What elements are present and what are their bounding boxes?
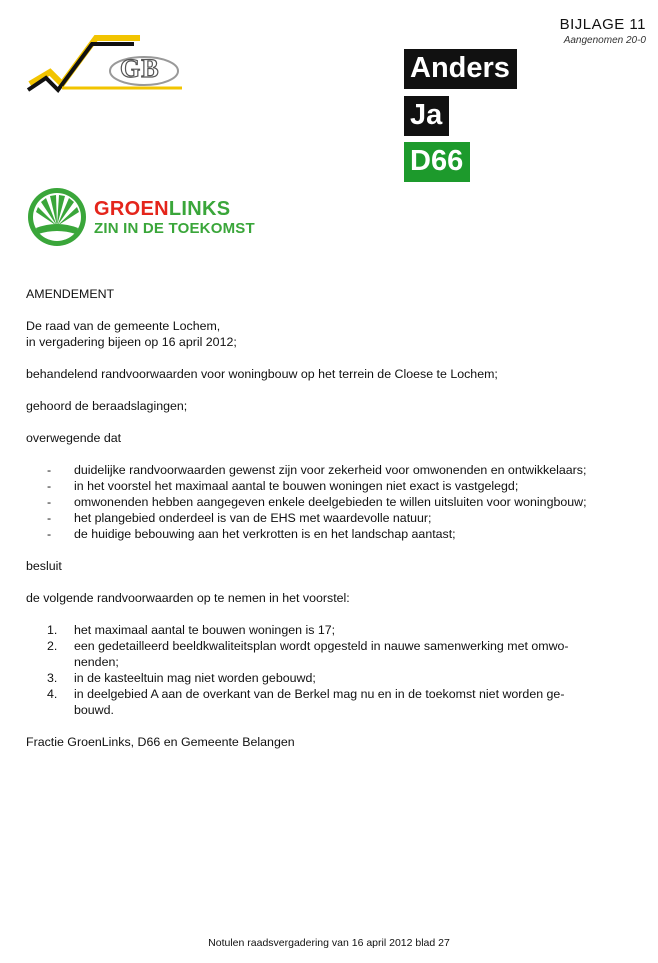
document-body — [26, 286, 638, 750]
consideration-text: de huidige bebouwing aan het verkrotten is en het landschap aantast; — [74, 527, 456, 541]
decides-line: besluit — [26, 559, 62, 573]
treating-line: behandelend randvoorwaarden voor woningbouw op het terrein de Cloese te Lochem; — [26, 367, 498, 381]
list-item: - duidelijke randvoorwaarden gewenst zijn voor zekerheid voor omwonenden en ontwikkelaars; — [47, 463, 587, 477]
decision-text: een gedetailleerd beeldkwaliteitsplan wordt opgesteld in nauwe samenwerking met omwo- — [74, 639, 569, 653]
consideration-text: duidelijke randvoorwaarden gewenst zijn voor zekerheid voor omwonenden en ontwikkelaars; — [74, 463, 587, 477]
consideration-text: omwonenden hebben aangegeven enkele deelgebieden te willen uitsluiten voor woningbouw; — [74, 495, 587, 509]
intro-line-2: in vergadering bijeen op 16 april 2012; — [26, 335, 237, 349]
decision-text-cont: bouwd. — [74, 703, 114, 717]
decides-intro: de volgende randvoorwaarden op te nemen in het voorstel: — [26, 591, 350, 605]
d66-line-anders: Anders — [404, 49, 517, 89]
heard-line: gehoord de beraadslagingen; — [26, 399, 188, 413]
d66-line-ja: Ja — [404, 96, 449, 136]
annex-label: BIJLAGE 11 — [559, 16, 646, 33]
intro-line-1: De raad van de gemeente Lochem, — [26, 319, 221, 333]
list-item — [26, 638, 638, 670]
annex-note: Aangenomen 20-0 — [563, 35, 646, 46]
decision-text-cont: nenden; — [74, 655, 119, 669]
consideration-text: het plangebied onderdeel is van de EHS met waardevolle natuur; — [74, 511, 432, 525]
consideration-text: in het voorstel het maximaal aantal te bouwen woningen niet exact is vastgelegd; — [74, 479, 519, 493]
groenlinks-name-part1: GROEN — [94, 198, 169, 220]
groenlinks-name-part2: LINKS — [168, 198, 231, 220]
gb-logo-icon — [22, 28, 192, 98]
groenlinks-logo — [26, 186, 256, 248]
considerations-list — [26, 462, 638, 542]
decision-text: het maximaal aantal te bouwen woningen is 17; — [74, 623, 336, 637]
list-item: - de huidige bebouwing aan het verkrotten is en het landschap aantast; — [47, 527, 456, 541]
decision-number: 4. — [47, 687, 58, 701]
page-footer: Notulen raadsvergadering van 16 april 2012 blad 27 — [208, 937, 450, 949]
considering-line: overwegende dat — [26, 431, 122, 445]
gb-logo — [22, 28, 192, 98]
decision-number: 1. — [47, 623, 58, 637]
decision-number: 2. — [47, 639, 58, 653]
list-item — [26, 670, 638, 686]
decision-text: in deelgebied A aan de overkant van de Berkel mag nu en in de toekomst niet worden ge- — [74, 687, 565, 701]
list-item — [26, 622, 638, 638]
list-item — [26, 686, 638, 718]
d66-line-d66: D66 — [404, 142, 470, 182]
document-title: AMENDEMENT — [26, 287, 115, 301]
gb-logo-text: GB — [120, 54, 160, 83]
decisions-list — [26, 622, 638, 718]
signature-line: Fractie GroenLinks, D66 en Gemeente Belangen — [26, 735, 295, 749]
groenlinks-slogan: ZIN IN DE TOEKOMST — [94, 220, 255, 237]
list-item: - het plangebied onderdeel is van de EHS met waardevolle natuur; — [47, 511, 432, 525]
groenlinks-sun-icon — [26, 186, 88, 248]
annex-header — [560, 16, 646, 46]
groenlinks-name — [94, 198, 230, 221]
decision-text: in de kasteeltuin mag niet worden gebouwd; — [74, 671, 316, 685]
decision-number: 3. — [47, 671, 58, 685]
list-item: - in het voorstel het maximaal aantal te bouwen woningen niet exact is vastgelegd; — [47, 479, 519, 493]
list-item: - omwonenden hebben aangegeven enkele deelgebieden te willen uitsluiten voor woningbouw; — [47, 495, 587, 509]
